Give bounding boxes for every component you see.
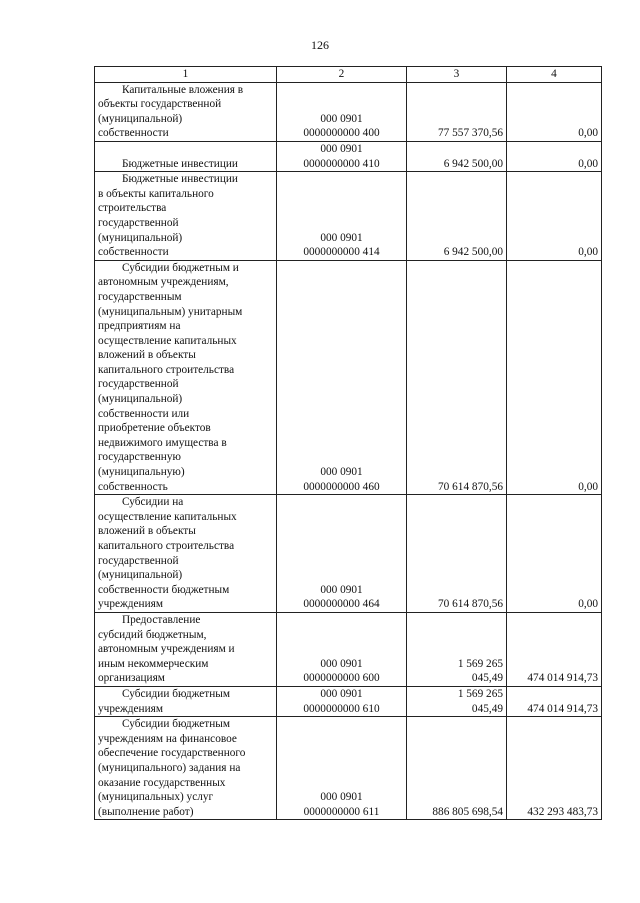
table-row <box>95 717 602 820</box>
row-value-planned: 1 569 265 045,49 <box>407 612 507 686</box>
row-value-executed: 0,00 <box>507 141 602 171</box>
row-value-executed: 474 014 914,73 <box>507 686 602 716</box>
row-value-executed: 0,00 <box>507 82 602 141</box>
row-value-planned: 886 805 698,54 <box>407 717 507 820</box>
table-row <box>95 686 602 716</box>
column-header-4: 4 <box>507 67 602 83</box>
row-name: Субсидии бюджетным и автономным учреждениям, государственным (муниципальным) унитарным предприятиям на осуществление капитальных вложений в объекты капитального строительства государственной (муниципальной) собственности или приобретение объектов недвижимого имущества в государственную (муниципальную) собственность <box>98 261 243 493</box>
row-value-executed: 0,00 <box>507 260 602 495</box>
row-code: 000 0901 0000000000 600 <box>277 612 407 686</box>
row-name: Субсидии бюджетным учреждениям на финансовое обеспечение государственного (муниципального) задания на оказание государственных (муниципальных) услуг (выполнение работ) <box>98 718 246 818</box>
row-name: Субсидии бюджетным учреждениям <box>98 687 230 715</box>
row-value-executed: 0,00 <box>507 495 602 613</box>
row-name: Предоставление субсидий бюджетным, автономным учреждениям и иным некоммерческим организациям <box>98 613 235 685</box>
table-row <box>95 612 602 686</box>
column-header-3: 3 <box>407 67 507 83</box>
row-name: Бюджетные инвестиции <box>122 157 238 170</box>
table-row <box>95 260 602 495</box>
row-value-executed: 432 293 483,73 <box>507 717 602 820</box>
row-value-executed: 474 014 914,73 <box>507 612 602 686</box>
row-value-planned: 70 614 870,56 <box>407 495 507 613</box>
column-header-1: 1 <box>95 67 277 83</box>
table-row <box>95 82 602 141</box>
budget-table <box>94 66 602 820</box>
table-row <box>95 141 602 171</box>
table-row <box>95 495 602 613</box>
row-value-planned: 77 557 370,56 <box>407 82 507 141</box>
row-code: 000 0901 0000000000 460 <box>277 260 407 495</box>
row-name: Субсидии на осуществление капитальных вложений в объекты капитального строительства государственной (муниципальной) собственности бюджетным учреждениям <box>98 496 237 611</box>
row-code: 000 0901 0000000000 400 <box>277 82 407 141</box>
column-header-2: 2 <box>277 67 407 83</box>
row-value-planned: 1 569 265 045,49 <box>407 686 507 716</box>
row-value-planned: 6 942 500,00 <box>407 141 507 171</box>
row-code: 000 0901 0000000000 464 <box>277 495 407 613</box>
row-code: 000 0901 0000000000 610 <box>277 686 407 716</box>
row-code: 000 0901 0000000000 611 <box>277 717 407 820</box>
row-value-planned: 70 614 870,56 <box>407 260 507 495</box>
row-name: Бюджетные инвестиции в объекты капитального строительства государственной (муниципальной) собственности <box>98 173 238 259</box>
page-number: 126 <box>311 38 329 52</box>
row-code: 000 0901 0000000000 410 <box>277 141 407 171</box>
table-header-row <box>95 67 602 83</box>
row-code: 000 0901 0000000000 414 <box>277 172 407 261</box>
row-value-executed: 0,00 <box>507 172 602 261</box>
row-value-planned: 6 942 500,00 <box>407 172 507 261</box>
table-row <box>95 172 602 261</box>
row-name: Капитальные вложения в объекты государственной (муниципальной) собственности <box>98 83 244 140</box>
